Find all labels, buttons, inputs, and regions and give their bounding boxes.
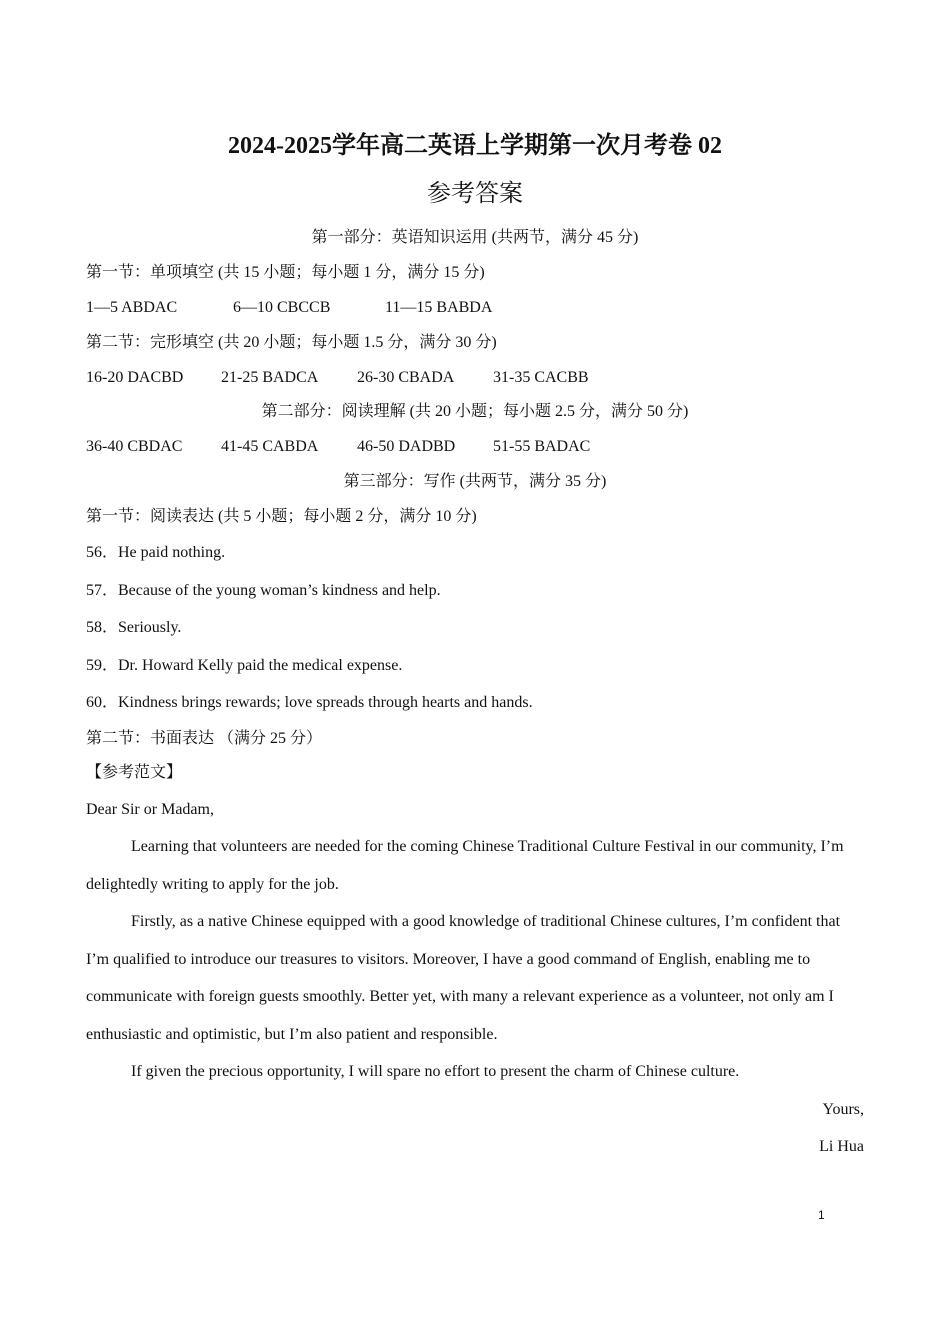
answer-group: 31-35 CACBB (493, 369, 589, 386)
letter-signature: Li Hua (819, 1138, 864, 1155)
letter-paragraph: Learning that volunteers are needed for the coming Chinese Traditional Culture Festival in our community, I’m delightedly writing to apply for the job. (86, 838, 844, 893)
sample-essay-label: 【参考范文】 (86, 764, 183, 781)
answer-group: 26-30 CBADA (357, 369, 455, 386)
part1-section1-heading: 第一节：单项填空 (共 15 小题；每小题 1 分，满分 15 分) (86, 264, 485, 281)
part1-heading: 第一部分：英语知识运用 (共两节，满分 45 分) (311, 229, 639, 246)
letter-paragraph: If given the precious opportunity, I will spare no effort to present the charm of Chinese culture. (131, 1063, 740, 1080)
list-item: 60．Kindness brings rewards; love spreads through hearts and hands. (86, 694, 533, 711)
part3-section2-heading: 第二节：书面表达 （满分 25 分） (86, 730, 323, 747)
answer-group: 16-20 DACBD (86, 369, 184, 386)
answer-group: 11—15 BABDA (385, 299, 493, 316)
answer-group: 51-55 BADAC (493, 438, 591, 455)
part3-section1-heading: 第一节：阅读表达 (共 5 小题；每小题 2 分，满分 10 分) (86, 508, 477, 525)
letter-closing: Yours, (822, 1101, 864, 1118)
page-number: 1 (818, 1208, 825, 1222)
list-item: 59．Dr. Howard Kelly paid the medical expense. (86, 657, 403, 674)
answer-group: 46-50 DADBD (357, 438, 456, 455)
page-title: 2024-2025学年高二英语上学期第一次月考卷 02 (228, 133, 722, 159)
answer-group: 6—10 CBCCB (233, 299, 331, 316)
part3-heading: 第三部分：写作 (共两节，满分 35 分) (343, 473, 607, 490)
answer-group: 41-45 CABDA (221, 438, 319, 455)
letter-greeting: Dear Sir or Madam, (86, 801, 214, 818)
answer-group: 1—5 ABDAC (86, 299, 178, 316)
part1-section2-heading: 第二节：完形填空 (共 20 小题；每小题 1.5 分，满分 30 分) (86, 334, 497, 351)
page-subtitle: 参考答案 (427, 181, 523, 207)
answer-group: 21-25 BADCA (221, 369, 319, 386)
part2-heading: 第二部分：阅读理解 (共 20 小题；每小题 2.5 分，满分 50 分) (261, 403, 689, 420)
letter-paragraph: Firstly, as a native Chinese equipped with a good knowledge of traditional Chinese cultures, I’m confident that I’m qualified to introduce our treasures to visitors. Moreover, I have a good command of English, enabling me to communicate with foreign guests smoothly. Better yet, with many a relevant experience as a volunteer, not only am I enthusiastic and optimistic, but I’m also patient and responsible. (86, 913, 841, 1043)
list-item: 57．Because of the young woman’s kindness and help. (86, 582, 441, 599)
list-item: 58．Seriously. (86, 619, 182, 636)
answer-group: 36-40 CBDAC (86, 438, 183, 455)
list-item: 56．He paid nothing. (86, 544, 226, 561)
